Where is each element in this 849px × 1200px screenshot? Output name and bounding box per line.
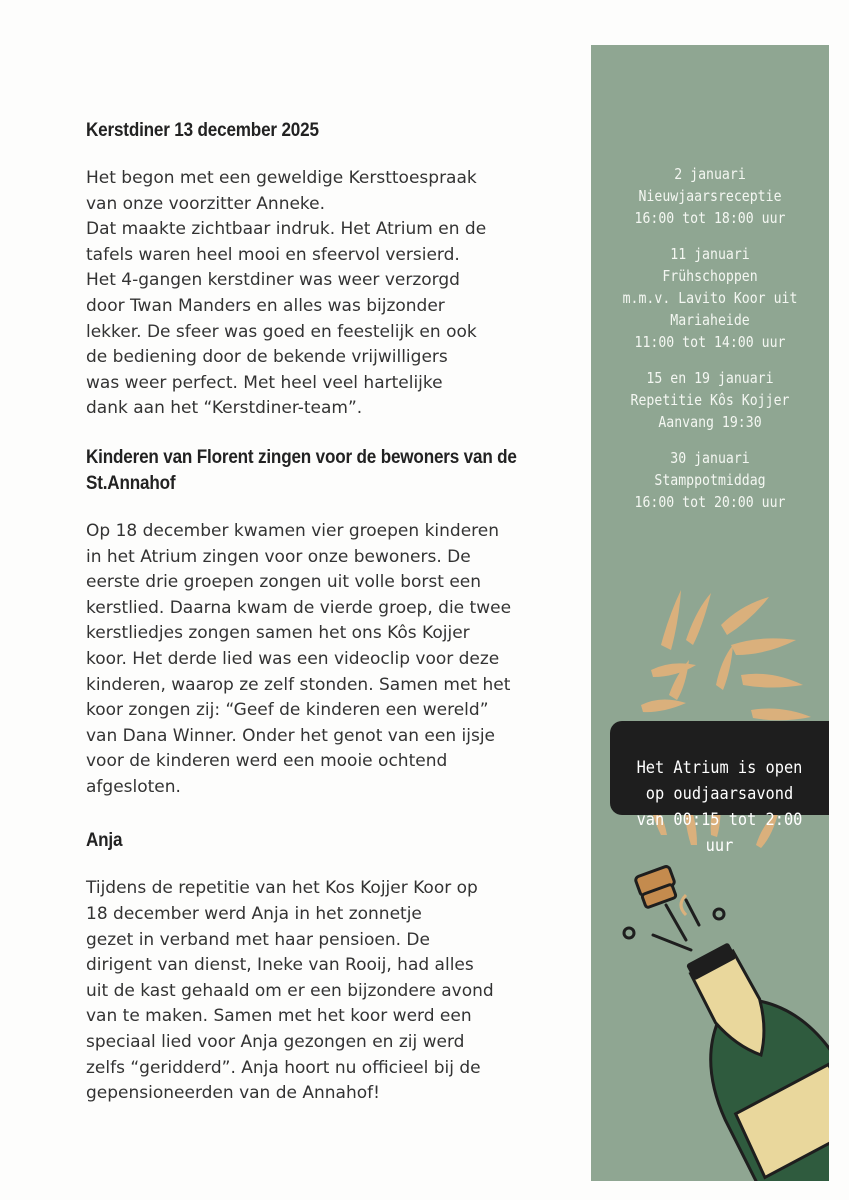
section-kerstdiner <box>86 118 571 422</box>
section-title: Kerstdiner 13 december 2025 <box>86 120 319 141</box>
section-text: Op 18 december kwamen vier groepen kinderen in het Atrium zingen voor onze bewoners. De eerste drie groepen zongen uit volle borst een kerstlied. Daarna kwam de vierde groep, die twee kerstliedjes zongen samen het ons Kôs Kojjer koor. Het derde lied was een videoclip voor deze kinderen, waarop ze zelf stonden. Samen met het koor zongen zij: “Geef de kinderen een wereld” van Dana Winner. Onder het genot van een ijsje voor de kinderen werd een mooie ochtend afgesloten. <box>86 520 512 797</box>
notice-text: Het Atrium is open op oudjaarsavond van 00:15 tot 2:00 uur <box>636 758 803 856</box>
section-text: Het begon met een geweldige Kersttoespraak van onze voorzitter Anneke. Dat maakte zichtbaar indruk. Het Atrium en de tafels waren heel mooi en sfeervol versierd. Het 4-gangen kerstdiner was weer verzorgd door Twan Manders en alles was bijzonder lekker. De sfeer was goed en feestelijk en ook de bediening door de bekende vrijwilligers was weer perfect. Met heel veel hartelijke dank aan het “Kerstdiner-team”. <box>86 168 487 419</box>
section-text: Tijdens de repetitie van het Kos Kojjer Koor op 18 december werd Anja in het zonnetje gezet in verband met haar pensioen. De dirigent van dienst, Ineke van Rooij, had alles uit de kast gehaald om er een bijzondere avond van te maken. Samen met het koor werd een speciaal lied voor Anja gezongen en zij werd zelfs “geridderd”. Anja hoort nu officieel bij de gepensioneerden van de Annahof! <box>86 878 494 1104</box>
atrium-open-notice <box>610 721 829 856</box>
section-title: Anja <box>86 830 123 852</box>
article <box>86 118 571 1107</box>
event-item: 30 januari Stamppotmiddag 16:00 tot 20:00 uur <box>634 449 786 511</box>
events-sidebar <box>591 45 829 1181</box>
event-item: 15 en 19 januari Repetitie Kôs Kojjer Aanvang 19:30 <box>630 369 790 431</box>
event-item: 2 januari Nieuwjaarsreceptie 16:00 tot 18:00 uur <box>634 165 786 227</box>
section-anja <box>86 828 571 1106</box>
events-list <box>591 163 829 527</box>
section-title: Kinderen van Florent zingen voor de bewoners van de St.Annahof <box>86 446 517 494</box>
event-item: 11 januari Frühschoppen m.m.v. Lavito Koor uit Mariaheide 11:00 tot 14:00 uur <box>622 245 798 351</box>
section-kinderen-florent <box>86 445 571 801</box>
